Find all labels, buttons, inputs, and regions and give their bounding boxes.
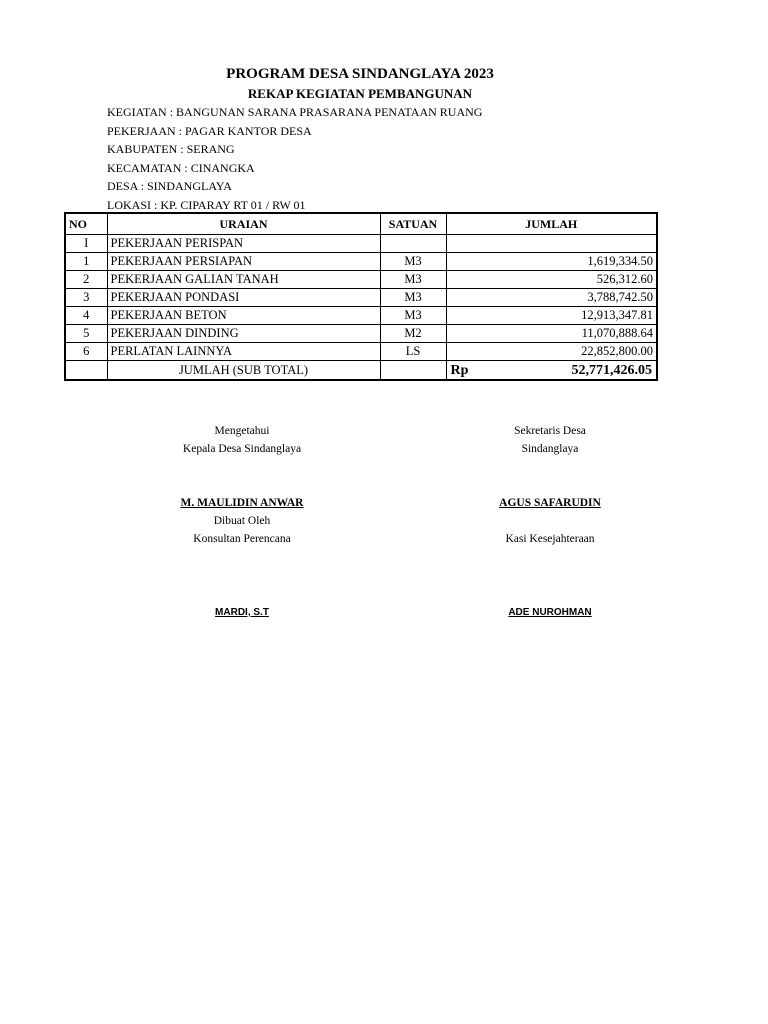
signature-names-top-left: [122, 494, 362, 548]
project-info: [107, 103, 482, 214]
table-row: [65, 271, 657, 289]
table-row: [65, 343, 657, 361]
section-no: I: [65, 235, 107, 253]
row-no: 4: [65, 307, 107, 325]
table-row: [65, 253, 657, 271]
signature-sekretaris-desa: [430, 422, 670, 458]
total-value: 52,771,426.05: [571, 362, 652, 378]
row-no: 5: [65, 325, 107, 343]
row-jumlah: 12,913,347.81: [446, 307, 657, 325]
row-jumlah: 11,070,888.64: [446, 325, 657, 343]
signer-name: ADE NUROHMAN: [508, 607, 592, 618]
header-uraian: URAIAN: [107, 213, 380, 235]
section-jumlah: [446, 235, 657, 253]
header-no: NO: [65, 213, 107, 235]
row-uraian: PEKERJAAN DINDING: [107, 325, 380, 343]
row-jumlah: 3,788,742.50: [446, 289, 657, 307]
table-row: [65, 307, 657, 325]
info-lokasi: LOKASI : KP. CIPARAY RT 01 / RW 01: [107, 197, 306, 212]
info-kecamatan: KECAMATAN : CINANGKA: [107, 160, 255, 175]
total-label: JUMLAH (SUB TOTAL): [107, 361, 380, 381]
info-desa: DESA : SINDANGLAYA: [107, 179, 232, 193]
signature-role-line1: Mengetahui: [214, 425, 270, 437]
row-no: 1: [65, 253, 107, 271]
row-satuan: M2: [380, 325, 446, 343]
signature-role-line1: Kasi Kesejahteraan: [505, 533, 595, 545]
signature-role-line1: Dibuat Oleh: [213, 515, 271, 527]
signature-role-line2: Kepala Desa Sindanglaya: [182, 443, 302, 455]
row-uraian: PEKERJAAN BETON: [107, 307, 380, 325]
total-row: [65, 361, 657, 381]
header-satuan: SATUAN: [380, 213, 446, 235]
row-satuan: M3: [380, 271, 446, 289]
info-pekerjaan: PEKERJAAN : PAGAR KANTOR DESA: [107, 123, 312, 138]
total-amount-cell: [446, 361, 657, 381]
signature-role-line2: Sindanglaya: [521, 443, 579, 455]
row-satuan: M3: [380, 253, 446, 271]
row-jumlah: 22,852,800.00: [446, 343, 657, 361]
row-jumlah: 526,312.60: [446, 271, 657, 289]
row-no: 6: [65, 343, 107, 361]
rekap-table: [64, 212, 658, 381]
row-satuan: LS: [380, 343, 446, 361]
signature-konsultan: [122, 604, 362, 622]
total-satuan: [380, 361, 446, 381]
signature-kepala-desa: [122, 422, 362, 458]
signer-name: MARDI, S.T: [215, 607, 269, 618]
info-kegiatan: KEGIATAN : BANGUNAN SARANA PRASARANA PENATAAN RUANG: [107, 105, 483, 119]
section-row: [65, 235, 657, 253]
signature-names-top-right: [430, 494, 670, 548]
signature-role-line1: Sekretaris Desa: [514, 425, 586, 437]
spacer: [430, 512, 670, 530]
info-kabupaten: KABUPATEN : SERANG: [107, 142, 235, 156]
section-uraian: PEKERJAAN PERISPAN: [107, 235, 380, 253]
signature-kasi: [430, 604, 670, 622]
signer-name: M. MAULIDIN ANWAR: [180, 497, 304, 509]
signature-role-line2: Konsultan Perencana: [193, 533, 291, 545]
row-jumlah: 1,619,334.50: [446, 253, 657, 271]
section-satuan: [380, 235, 446, 253]
total-no: [65, 361, 107, 381]
signer-name: AGUS SAFARUDIN: [499, 497, 601, 509]
row-no: 3: [65, 289, 107, 307]
row-uraian: PEKERJAAN GALIAN TANAH: [107, 271, 380, 289]
row-no: 2: [65, 271, 107, 289]
row-satuan: M3: [380, 307, 446, 325]
row-uraian: PEKERJAAN PERSIAPAN: [107, 253, 380, 271]
row-uraian: PERLATAN LAINNYA: [107, 343, 380, 361]
table-row: [65, 325, 657, 343]
document-subtitle: REKAP KEGIATAN PEMBANGUNAN: [247, 86, 473, 101]
table-row: [65, 289, 657, 307]
row-uraian: PEKERJAAN PONDASI: [107, 289, 380, 307]
table-header-row: [65, 213, 657, 235]
header-jumlah: JUMLAH: [446, 213, 657, 235]
row-satuan: M3: [380, 289, 446, 307]
document-title: PROGRAM DESA SINDANGLAYA 2023: [226, 66, 494, 82]
total-currency: Rp: [450, 362, 469, 378]
